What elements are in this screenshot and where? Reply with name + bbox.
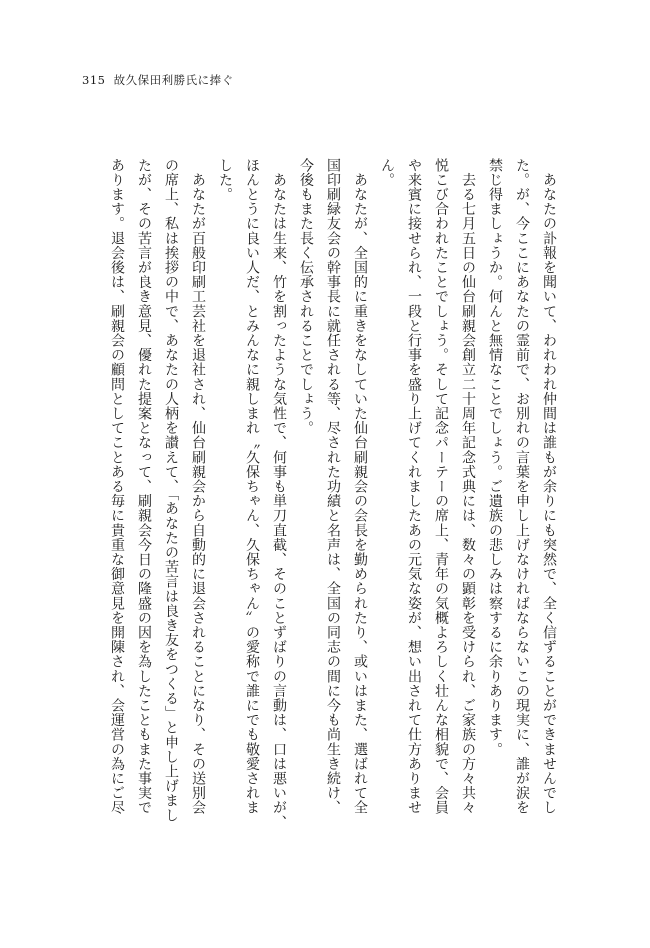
text-line: の席上、私は挨拶の中で、あなたの人柄を讃えて、「あなたの苦言は良き友をつくる」と申し上げまし: [163, 158, 179, 823]
chapter-title: 故久保田利勝氏に捧ぐ: [113, 73, 234, 87]
text-line: した。: [217, 158, 233, 202]
text-line: 去る七月五日の仙台刷親会創立二十周年記念式典には、数々の顕彰を受けられ、ご家族の方々共々: [460, 158, 476, 815]
text-line: あなたの訃報を聞いて、われわれ仲間は誰もが余りにも突然で、全く信ずることができませんでし: [541, 158, 557, 815]
text-line: たが、その苦言が良き意見、優れた提案となって、刷親会今日の隆盛の因を為したこともまた事実で: [136, 158, 152, 815]
text-line: あなたが百般印刷工芸社を退社され、仙台刷親会から自動的に退会されることになり、その送別会: [190, 158, 206, 815]
text-line: 今後もまた長く伝承されることでしょう。: [298, 158, 314, 436]
running-header: [82, 72, 234, 88]
text-line: た。が、今ここにあなたの霊前で、お別れの言葉を申し上げなければならないこの現実に、誰が涙を: [514, 158, 530, 815]
text-line: 禁じ得ましょうか。何んと無情なことでしょう。ご遺族の悲しみは察するに余りあります。: [487, 158, 503, 757]
text-line: 悦こび合われたことでしょう。そして記念パーテーの席上、青年の気概よろしく壮んな相貌で、会員: [433, 158, 449, 815]
text-line: 国印刷緑友会の幹事長に就任される等、尽された功績と名声は、全国の同志の間に今も尚生き続け、: [325, 158, 341, 815]
page-number: 315: [82, 73, 106, 87]
body-text: [103, 158, 562, 903]
text-line: あなたが、全国的に重きをなしていた仙台刷親会の会長を勤められたり、或いはまた、選ばれて全: [352, 158, 368, 815]
text-line: あなたは生来、竹を割ったような気性で、何事も単刀直截、そのことずばりの言動は、口は悪いが、: [271, 158, 287, 830]
text-line: や来賓に接せられ、一段と行事を盛り上げてくれましたあの元気な姿が、想い出されて仕方ありませ: [406, 158, 422, 815]
text-line: ん。: [379, 158, 395, 188]
text-line: あります。退会後は、刷親会の顧問としてことある毎に貴重な御意見を開陳され、会運営の為にご尽: [109, 158, 125, 815]
text-line: ほんとうに良い人だ、とみんなに親しまれ〝久保ちゃん、久保ちゃん〟の愛称で誰にでも敬愛されま: [244, 158, 260, 815]
